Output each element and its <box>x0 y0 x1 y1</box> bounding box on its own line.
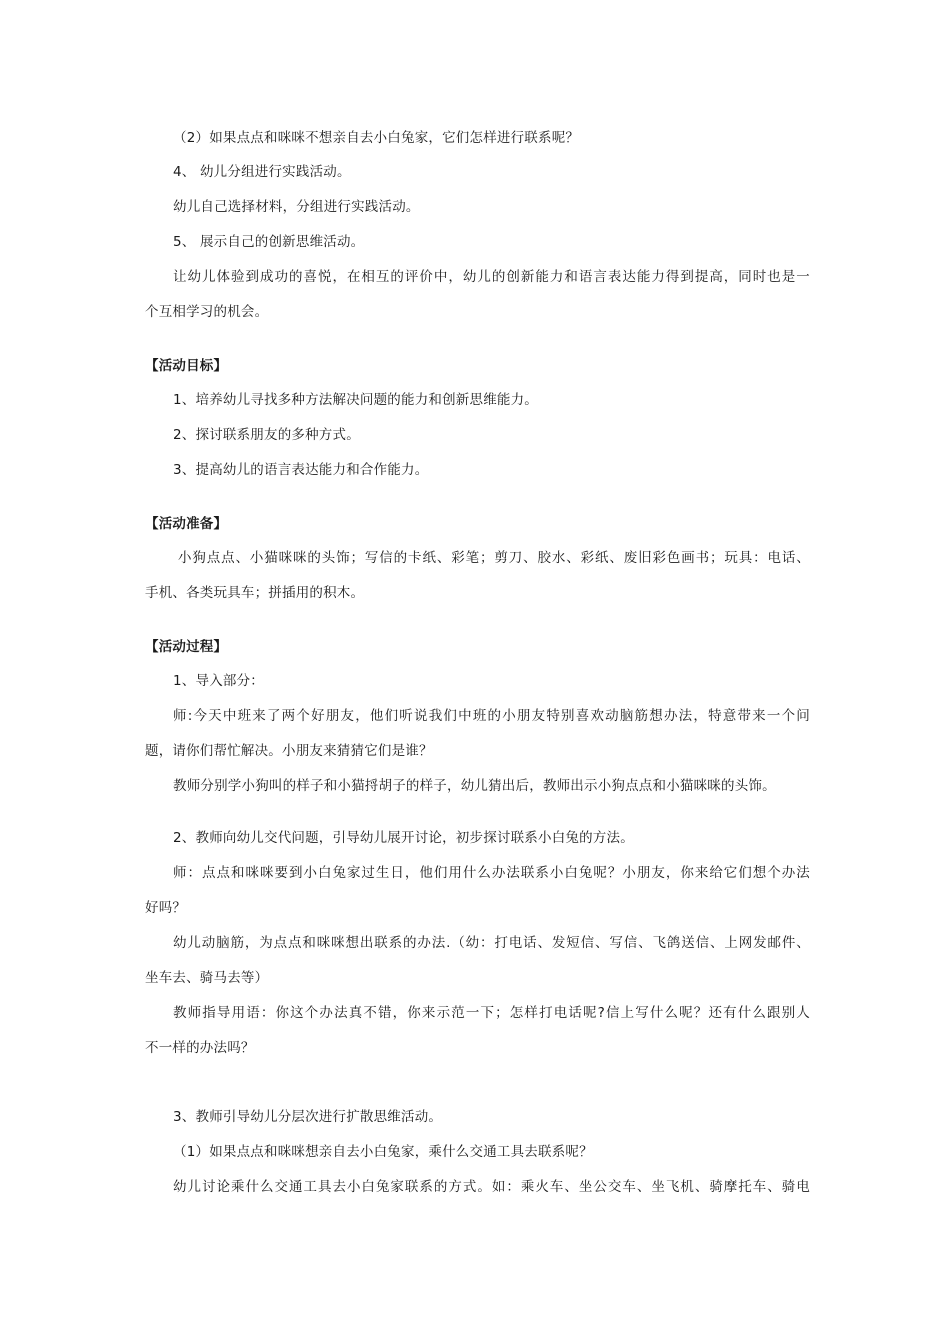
paragraph-line: 幼儿动脑筋，为点点和咪咪想出联系的办法.（幼：打电话、发短信、写信、飞鸽送信、上网发邮件、 <box>173 935 810 951</box>
section-heading-preparation: 【活动准备】 <box>145 516 228 532</box>
paragraph-line: 师：点点和咪咪要到小白兔家过生日，他们用什么办法联系小白兔呢？小朋友，你来给它们想个办法 <box>173 865 810 881</box>
section-heading-goals: 【活动目标】 <box>145 358 228 374</box>
paragraph-line: 教师分别学小狗叫的样子和小猫捋胡子的样子，幼儿猜出后，教师出示小狗点点和小猫咪咪的头饰。 <box>173 778 776 794</box>
paragraph-line: （2）如果点点和咪咪不想亲自去小白兔家，它们怎样进行联系呢？ <box>173 130 580 146</box>
list-item: 1、培养幼儿寻找多种方法解决问题的能力和创新思维能力。 <box>173 392 538 408</box>
paragraph-line: 小狗点点、小猫咪咪的头饰；写信的卡纸、彩笔；剪刀、胶水、彩纸、废旧彩色画书；玩具：电话、 <box>178 550 810 566</box>
step-heading: 2、教师向幼儿交代问题，引导幼儿展开讨论，初步探讨联系小白兔的方法。 <box>173 830 634 846</box>
paragraph-line: 好吗？ <box>145 900 187 916</box>
paragraph-line: 个互相学习的机会。 <box>145 304 269 320</box>
step-heading: 3、教师引导幼儿分层次进行扩散思维活动。 <box>173 1109 443 1125</box>
paragraph-line: 不一样的办法吗？ <box>145 1040 255 1056</box>
paragraph-line: 让幼儿体验到成功的喜悦，在相互的评价中，幼儿的创新能力和语言表达能力得到提高，同时也是一 <box>173 269 810 285</box>
list-item: 3、提高幼儿的语言表达能力和合作能力。 <box>173 462 429 478</box>
paragraph-line: 幼儿自己选择材料，分组进行实践活动。 <box>173 199 420 215</box>
paragraph-line: （1）如果点点和咪咪想亲自去小白兔家，乘什么交通工具去联系呢？ <box>173 1144 593 1160</box>
paragraph-line: 题，请你们帮忙解决。小朋友来猜猜它们是谁？ <box>145 743 433 759</box>
paragraph-line: 师:今天中班来了两个好朋友，他们听说我们中班的小朋友特别喜欢动脑筋想办法，特意带来一个问 <box>173 708 810 724</box>
step-heading: 5、 展示自己的创新思维活动。 <box>173 234 365 250</box>
section-heading-process: 【活动过程】 <box>145 639 228 655</box>
paragraph-line: 手机、各类玩具车；拼插用的积木。 <box>145 585 365 601</box>
list-item: 2、探讨联系朋友的多种方式。 <box>173 427 360 443</box>
step-heading: 4、 幼儿分组进行实践活动。 <box>173 164 351 180</box>
paragraph-line: 幼儿讨论乘什么交通工具去小白兔家联系的方式。如：乘火车、坐公交车、坐飞机、骑摩托车、骑电 <box>173 1179 810 1195</box>
paragraph-line: 教师指导用语：你这个办法真不错，你来示范一下；怎样打电话呢?信上写什么呢？还有什么跟别人 <box>173 1005 810 1021</box>
step-heading: 1、导入部分： <box>173 673 264 689</box>
paragraph-line: 坐车去、骑马去等） <box>145 970 269 986</box>
